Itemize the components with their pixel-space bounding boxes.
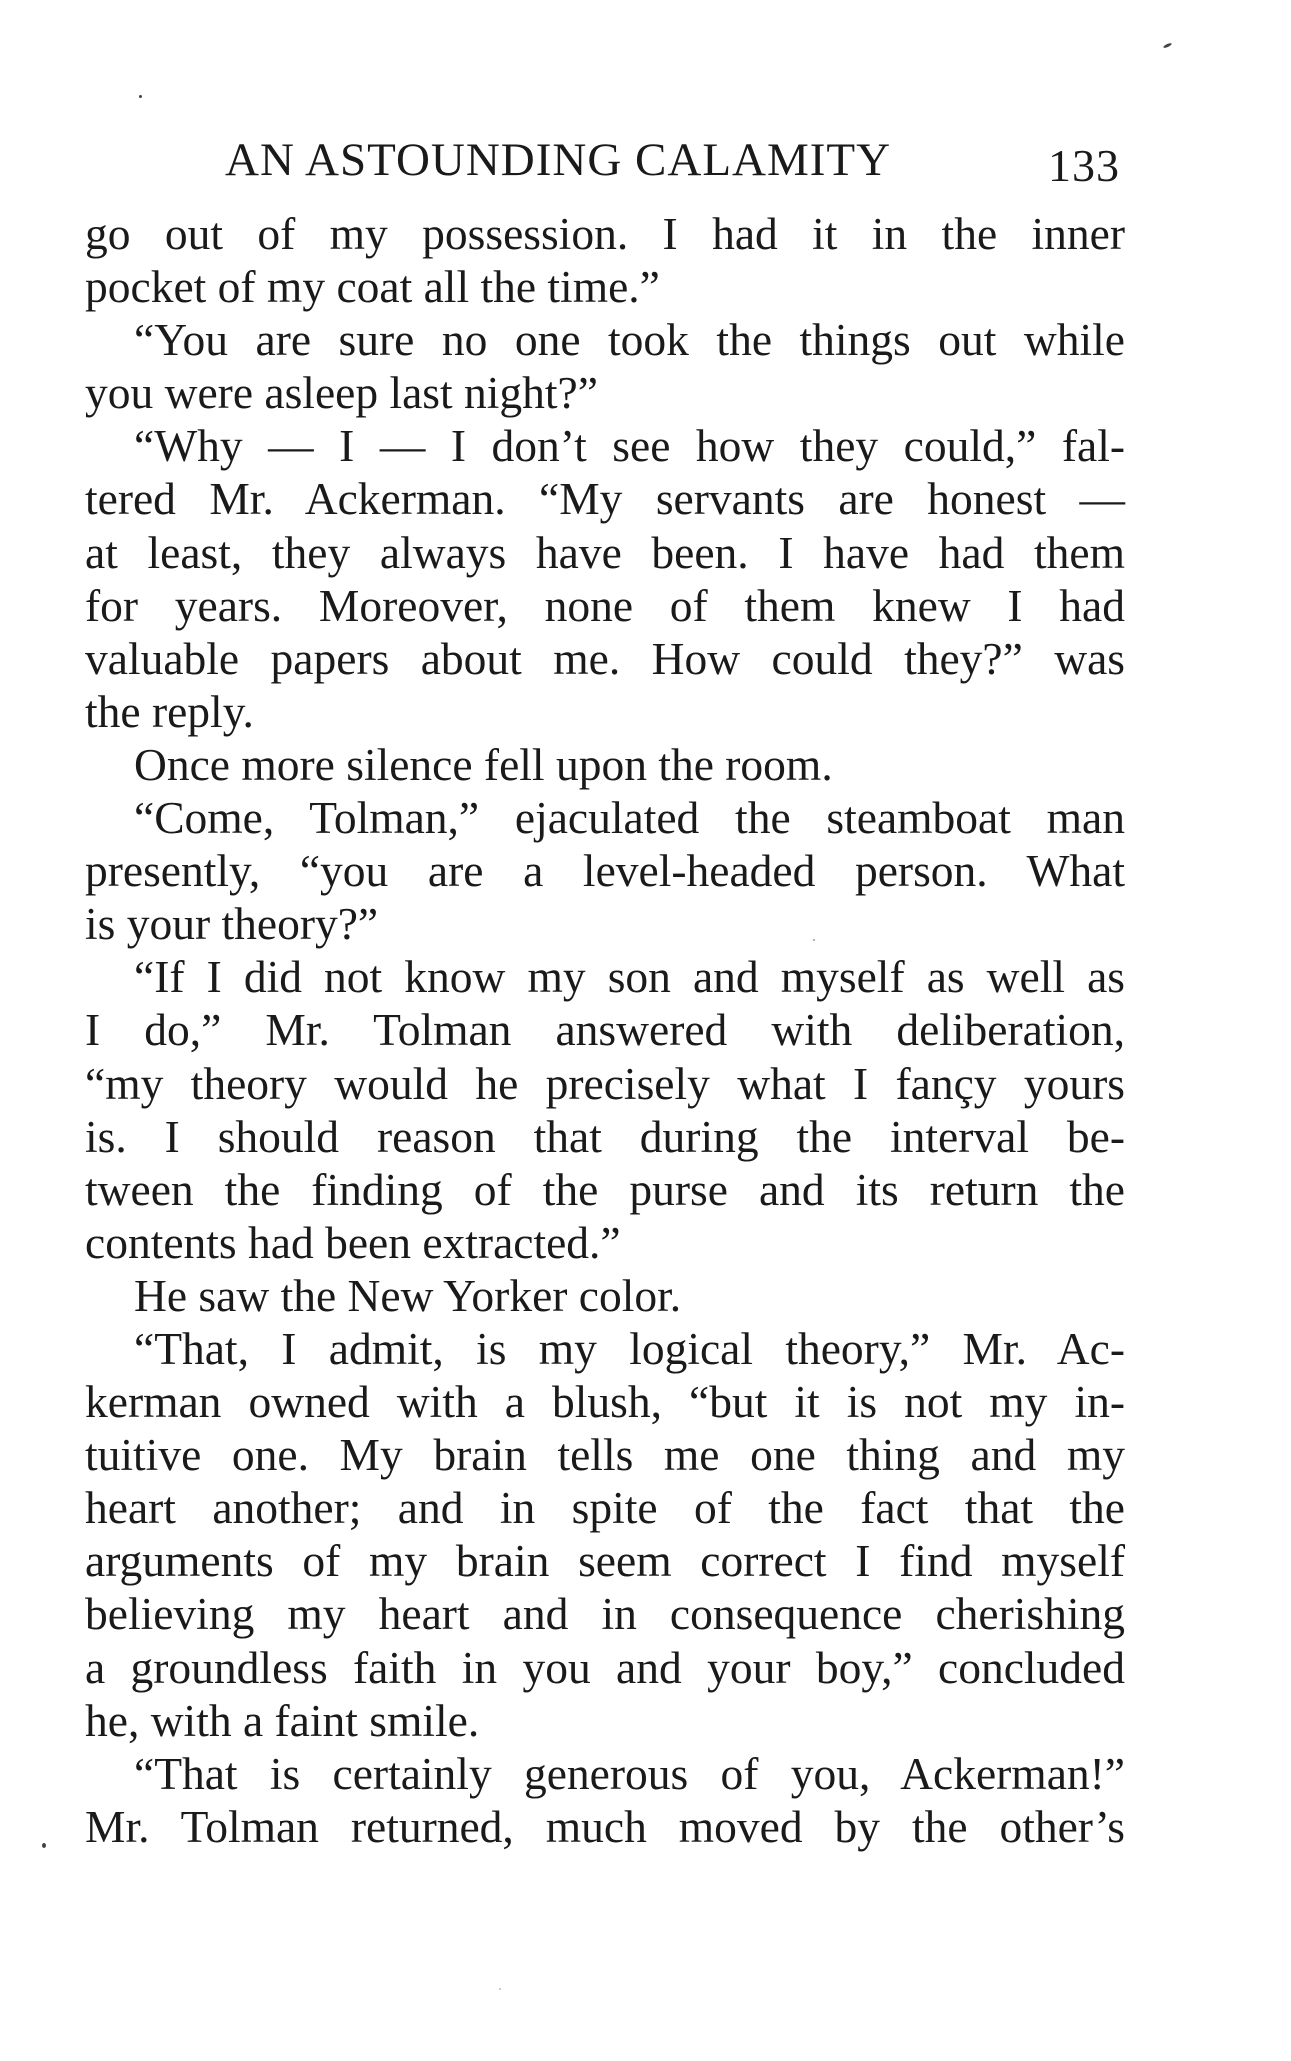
text-line: is your theory?” bbox=[85, 898, 379, 950]
text-line: “That, I admit, is my logical theory,” Mr. Ac- bbox=[134, 1322, 1125, 1374]
text-line: “That is certainly generous of you, Ackerman!” bbox=[134, 1747, 1125, 1799]
text-line: contents had been extracted.” bbox=[85, 1216, 621, 1268]
text-line: “Come, Tolman,” ejaculated the steamboat man bbox=[134, 792, 1125, 844]
text-line: Mr. Tolman returned, much moved by the other’s bbox=[85, 1800, 1125, 1852]
body-text bbox=[85, 207, 1125, 1853]
scan-speck bbox=[139, 95, 142, 98]
text-line: at least, they always have been. I have had them bbox=[85, 526, 1125, 578]
running-head bbox=[225, 130, 1125, 190]
text-line: arguments of my brain seem correct I find myself bbox=[85, 1535, 1125, 1587]
text-line: go out of my possession. I had it in the inner bbox=[85, 208, 1125, 259]
scan-speck bbox=[499, 1988, 501, 1990]
chapter-title: AN ASTOUNDING CALAMITY bbox=[225, 134, 892, 186]
text-line: is. I should reason that during the interval be- bbox=[85, 1110, 1125, 1162]
text-line: he, with a faint smile. bbox=[85, 1694, 480, 1746]
text-line: the reply. bbox=[85, 685, 254, 737]
text-line: He saw the New Yorker color. bbox=[134, 1269, 682, 1321]
text-line: tered Mr. Ackerman. “My servants are honest — bbox=[85, 473, 1125, 525]
text-line: “You are sure no one took the things out while bbox=[134, 314, 1125, 366]
text-line: Once more silence fell upon the room. bbox=[134, 738, 833, 790]
text-line: for years. Moreover, none of them knew I had bbox=[85, 579, 1125, 631]
text-line: believing my heart and in consequence cherishing bbox=[85, 1588, 1125, 1640]
text-line: presently, “you are a level-headed person. What bbox=[85, 845, 1125, 897]
text-line: tuitive one. My brain tells me one thing and my bbox=[85, 1429, 1125, 1481]
text-line: “If I did not know my son and myself as well as bbox=[134, 951, 1125, 1003]
text-line: heart another; and in spite of the fact that the bbox=[85, 1482, 1125, 1534]
text-line: a groundless faith in you and your boy,” concluded bbox=[85, 1641, 1125, 1693]
text-line: kerman owned with a blush, “but it is not my in- bbox=[85, 1376, 1125, 1428]
text-line: you were asleep last night?” bbox=[85, 367, 598, 419]
text-line: pocket of my coat all the time.” bbox=[85, 261, 660, 313]
text-line: “my theory would he precisely what I fançy yours bbox=[85, 1057, 1125, 1109]
text-line: valuable papers about me. How could they?” was bbox=[85, 632, 1125, 684]
page-number: 133 bbox=[1048, 140, 1120, 191]
text-line: “Why — I — I don’t see how they could,” fal- bbox=[134, 420, 1125, 472]
scan-speck bbox=[813, 939, 815, 941]
scan-speck bbox=[1163, 42, 1172, 49]
text-line: I do,” Mr. Tolman answered with deliberation, bbox=[85, 1004, 1125, 1056]
scan-speck bbox=[42, 1843, 46, 1848]
text-line: tween the finding of the purse and its return the bbox=[85, 1163, 1125, 1215]
